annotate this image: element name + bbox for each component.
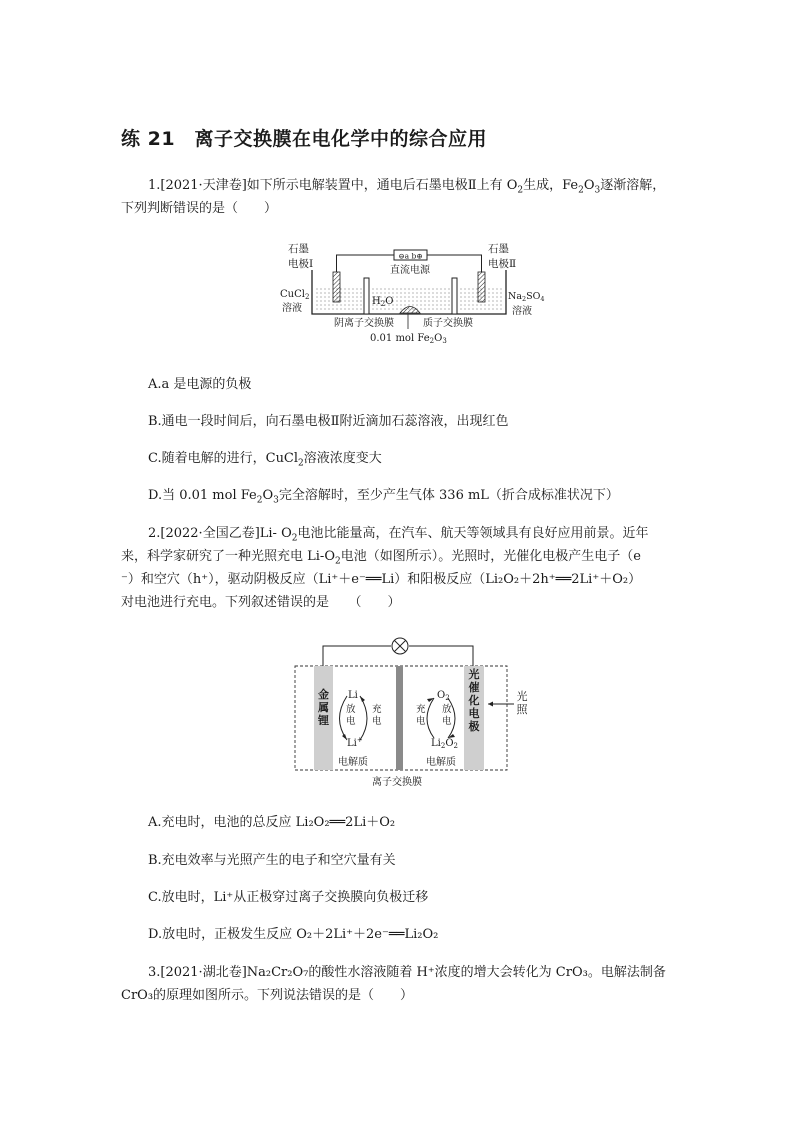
electrode-i-label-top: 石墨 bbox=[288, 243, 309, 255]
li2o2-label: $Li_2O_2$ bbox=[431, 738, 458, 750]
wire-left bbox=[337, 255, 395, 272]
water-label: $H_2O$ bbox=[372, 296, 394, 308]
q2-stem-line4: 对电池进行充电。下列叙述错误的是 （ ） bbox=[121, 595, 401, 610]
electrode-ii bbox=[478, 272, 485, 302]
q1-stem: 1.[2021·天津卷]如下所示电解装置中，通电后石墨电极Ⅱ上有 $O_2$生成，$Fe_2O_3$逐渐溶解， bbox=[148, 178, 666, 196]
q1-option-c: C.随着电解的进行，CuCl$_2$溶液浓度变大 bbox=[148, 451, 382, 469]
membrane-label: 离子交换膜 bbox=[372, 777, 422, 788]
light-label: 光照 bbox=[516, 690, 528, 716]
ion-exchange-membrane bbox=[396, 666, 403, 770]
q1-option-a: A.a 是电源的负极 bbox=[148, 377, 252, 392]
anion-membrane-label: 阴离子交换膜 bbox=[334, 318, 394, 329]
charge-left-label: 充电 bbox=[372, 704, 382, 727]
charge-arrow-right bbox=[427, 698, 434, 738]
q1-stem-line2: 下列判断错误的是（ ） bbox=[121, 201, 278, 216]
cucl2-solution-label: 溶液 bbox=[282, 303, 302, 314]
q2-stem-line3: ⁻）和空穴（h⁺），驱动阴极反应（Li⁺＋e⁻══Li）和阳极反应（Li₂O₂＋2h⁺══2Li⁺＋O₂） bbox=[121, 572, 642, 587]
circuit-wire-left bbox=[323, 646, 391, 666]
proton-membrane bbox=[452, 278, 457, 314]
dc-source-ab: ⊖a b⊕ bbox=[398, 251, 423, 261]
q1-electrolysis-figure bbox=[272, 240, 545, 348]
q2-option-c: C.放电时，Li⁺从正极穿过离子交换膜向负极迁移 bbox=[148, 890, 429, 905]
dc-source-label: 直流电源 bbox=[390, 265, 430, 276]
li-top-label: Li bbox=[348, 690, 358, 701]
na2so4-label: $Na_2SO_4$ bbox=[508, 291, 545, 303]
q2-option-d: D.放电时，正极发生反应 O₂＋2Li⁺＋2e⁻══Li₂O₂ bbox=[148, 927, 439, 942]
electrolyte-left-label: 电解质 bbox=[338, 757, 368, 768]
page-title: 练 21 离子交换膜在电化学中的综合应用 bbox=[121, 128, 488, 150]
q2-battery-figure bbox=[292, 636, 540, 792]
o2-label: $O_2$ bbox=[437, 690, 450, 702]
circuit-wire-right bbox=[409, 646, 473, 666]
q3-stem-line2: CrO₃的原理如图所示。下列说法错误的是（ ） bbox=[121, 988, 414, 1003]
q2-stem-line1: 2.[2022·全国乙卷]Li- $O_2$电池比能量高，在汽车、航天等领域具有良好应用前景。近年 bbox=[148, 526, 649, 544]
charge-arrow-left bbox=[360, 696, 367, 740]
na2so4-solution-label: 溶液 bbox=[512, 306, 532, 317]
cucl2-label: CuCl$_2$ bbox=[280, 289, 310, 301]
q3-stem-line1: 3.[2021·湖北卷]Na₂Cr₂O₇的酸性水溶液随着 H⁺浓度的增大会转化为 CrO₃。电解法制备 bbox=[148, 965, 666, 980]
fe2o3-amount-label: 0.01 mol $Fe_2O_3$ bbox=[370, 333, 447, 345]
electrode-ii-label-bottom: 电极Ⅱ bbox=[488, 258, 517, 270]
electrode-i bbox=[333, 272, 340, 302]
anion-membrane bbox=[364, 278, 369, 314]
photo-electrode-label: 光催化电极 bbox=[468, 668, 480, 733]
q1-option-d: D.当 0.01 mol $Fe_2O_3$完全溶解时，至少产生气体 336 mL（折合成标准状况下） bbox=[148, 488, 619, 506]
q2-option-a: A.充电时，电池的总反应 Li₂O₂══2Li＋O₂ bbox=[148, 815, 396, 830]
metal-li-label: 金属锂 bbox=[318, 688, 329, 727]
discharge-right-label: 放电 bbox=[442, 704, 452, 727]
proton-membrane-label: 质子交换膜 bbox=[423, 318, 473, 329]
electrolyte-right-label: 电解质 bbox=[426, 757, 456, 768]
electrode-ii-label-top: 石墨 bbox=[488, 243, 509, 255]
q2-stem-line2: 来，科学家研究了一种光照充电 $Li-O_2$电池（如图所示）。光照时，光催化电极产生电子（e bbox=[121, 549, 641, 567]
q2-option-b: B.充电效率与光照产生的电子和空穴量有关 bbox=[148, 853, 396, 868]
li-plus-label: Li+ bbox=[347, 736, 363, 749]
discharge-left-label: 放电 bbox=[346, 704, 356, 727]
electrode-i-label-bottom: 电极Ⅰ bbox=[288, 258, 314, 270]
wire-right bbox=[427, 255, 482, 272]
q1-option-b: B.通电一段时间后，向石墨电极Ⅱ附近滴加石蕊溶液，出现红色 bbox=[148, 414, 509, 429]
charge-right-label: 充电 bbox=[416, 704, 426, 727]
